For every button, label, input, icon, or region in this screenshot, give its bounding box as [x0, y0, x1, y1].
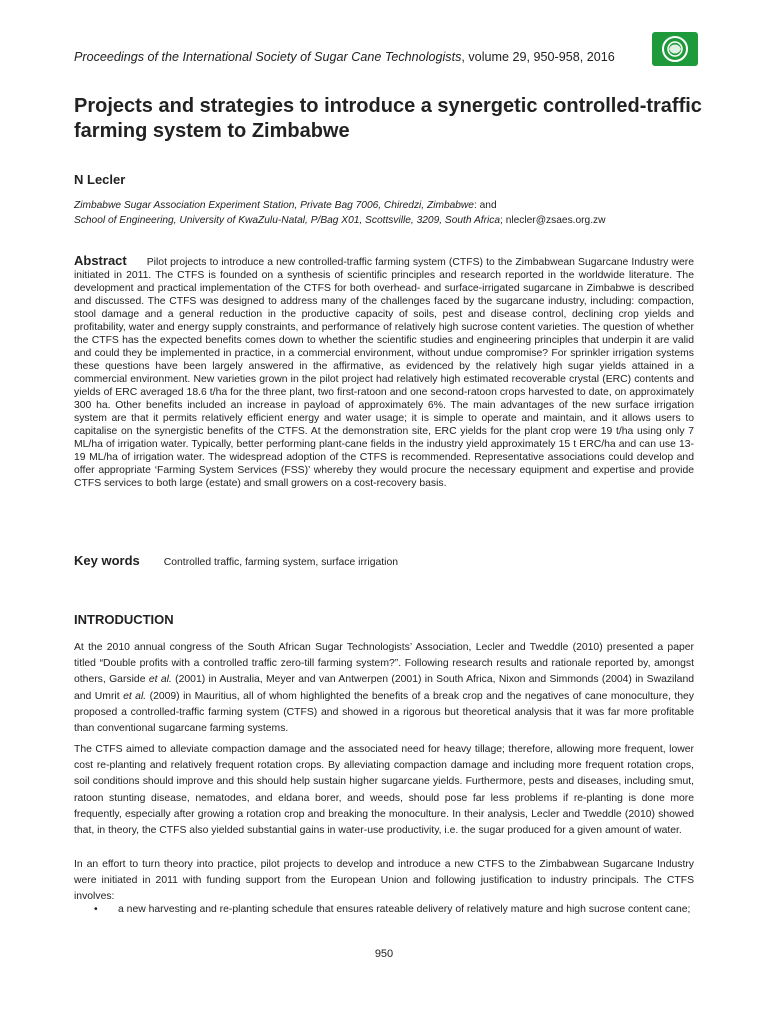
- running-header: [74, 50, 634, 64]
- list-item: [74, 902, 694, 918]
- bullet-text: a new harvesting and re-planting schedule that ensures rateable delivery of relatively mature and high sucrose content cane;: [118, 904, 691, 915]
- keywords-label: Key words: [74, 553, 140, 568]
- p1-etal-2: et al.: [123, 690, 147, 702]
- affiliation-2-suffix: ; nlecler@zsaes.org.zw: [500, 215, 606, 226]
- affiliations: [74, 198, 714, 228]
- journal-name: Proceedings of the International Society of Sugar Cane Technologists: [74, 50, 462, 64]
- intro-paragraph-3: In an effort to turn theory into practice, pilot projects to develop and introduce a new CTFS to the Zimbabwean Sugarcane Industry were initiated in 2011 with funding support from the European Union and following justification to industry principals. The CTFS involves:: [74, 859, 694, 903]
- ctfs-bullet-list: [74, 902, 694, 918]
- affiliation-1: [74, 198, 714, 213]
- issct-logo-icon: [652, 32, 698, 66]
- p1-part-c: (2009) in Mauritius, all of whom highlighted the benefits of a break crop and the negatives of cane monoculture, they proposed a controlled-traffic farming system (CTFS) and showed in a rigorous but theoretical analysis that it was far more profitable than conventional sugarcane farming systems.: [74, 690, 694, 735]
- intro-paragraph-1: [74, 640, 694, 737]
- bullet-marker: •: [94, 904, 98, 915]
- p1-part-b: (2001) in Australia, Meyer and van Antwerpen (2001) in South Africa, Nixon and Simmonds (2004) in Swaziland and Umrit: [74, 674, 695, 702]
- author-name: N Lecler: [74, 172, 126, 187]
- keywords-text: Controlled traffic, farming system, surface irrigation: [163, 557, 399, 568]
- p1-part-a: At the 2010 annual congress of the South African Sugar Technologists’ Association, Lecler and Tweddle (2010) presented a paper titled “Double profits with a controlled traffic zero-till farming system?”. Following research results and rationale reported by, amongst others, Garside: [74, 642, 694, 686]
- affiliation-1-text: Zimbabwe Sugar Association Experiment Station, Private Bag 7006, Chiredzi, Zimbabwe: [74, 200, 474, 211]
- abstract-text: Pilot projects to introduce a new controlled-traffic farming system (CTFS) to the Zimbabwean Sugarcane Industry were initiated in 2011. The CTFS is founded on a synthesis of scientific principles and research reported in the worldwide literature. The development and practical implementation of the CTFS for both overhead- and surface-irrigated sugarcane in Zimbabwe is described and discussed. The CTFS was designed to address many of the challenges faced by the sugarcane industry, including: compaction, stool damage and a general reduction in the productive capacity of soils, pest and disease control, declining crop yields and profitability, water and energy supply constraints, and performance of relatively high sucrose content varieties. The question of whether the CTFS has the expected benefits comes down to whether the scientific studies and engineering principles that underpin it are valid and could they be implemented in practice, in a commercial environment, without undue compromise? For sprinkler irrigation systems these questions have been largely answered in the affirmative, as evidenced by the relatively high sugar yields attained in a commercial environment. New varieties grown in the pilot project had relatively high estimated recoverable crystal (ERC) contents and yields of ERC averaged 18.6 t/ha for the three plant, two first-ratoon and one second-ratoon crops harvested to date, on approximately 300 ha. Other benefits included an increase in payload of approximately 6%. The main advantages of the new surface irrigation system are that it permits relatively efficient energy and water usage; it is simple to operate and maintain, and it allows users to capitalise on the synergistic benefits of the CTFS. At the demonstration site, ERC yields for the plant crop were 19 t/ha using only 7 ML/ha of irrigation water. Typically, better performing plant-cane fields in the industry yield approximately 15 t ERC/ha and can use 13-19 ML/ha of irrigation water. The widespread adoption of the CTFS is recommended. Representative associations could develop and offer appropriate ‘Farming System Services (FSS)’ whereby they would procure the necessary equipment and expertise and provide CTFS services to both large (estate) and small growers on a cost-recovery basis.: [74, 257, 694, 489]
- abstract: [74, 254, 694, 490]
- volume-info: , volume 29, 950-958, 2016: [461, 50, 615, 64]
- section-heading-introduction: INTRODUCTION: [74, 612, 174, 627]
- page-number: 950: [374, 948, 394, 960]
- p1-etal-1: et al.: [148, 674, 172, 686]
- keywords: [74, 553, 694, 568]
- affiliation-2: [74, 213, 714, 228]
- affiliation-1-suffix: : and: [473, 200, 497, 211]
- paper-title: Projects and strategies to introduce a synergetic controlled-traffic farming system to Zimbabwe: [74, 95, 702, 142]
- affiliation-2-text: School of Engineering, University of KwaZulu-Natal, P/Bag X01, Scottsville, 3209, South Africa: [74, 215, 501, 226]
- abstract-label: Abstract: [74, 253, 127, 268]
- intro-paragraph-2: The CTFS aimed to alleviate compaction damage and the associated need for heavy tillage; therefore, allowing more frequent, lower cost re-planting and relatively frequent rotation crops. By alleviating compaction damage and including more frequent rotation crops, soil conditions should improve and this should help sustain higher sugarcane yields. Furthermore, pests and diseases, including smut, ratoon stunting disease, nematodes, and eldana borer, and weeds, should pose far less problems if re-planting is done more frequently, especially after growing a rotation crop and breaking the monoculture. In their analysis, Lecler and Tweddle (2010) showed that, in theory, the CTFS also yielded substantial gains in water-use productivity, i.e. the sugar produced for a given amount of water.: [74, 744, 694, 837]
